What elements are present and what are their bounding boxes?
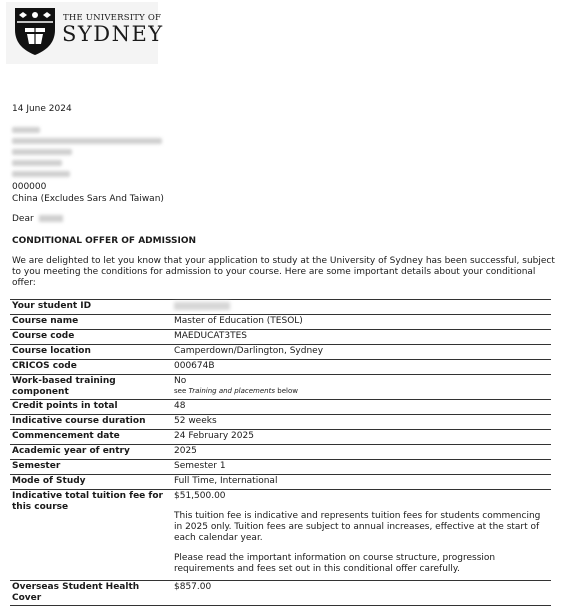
mode-of-study-label: Mode of Study <box>10 475 171 490</box>
address-postcode: 000000 <box>12 182 47 192</box>
academic-year-label: Academic year of entry <box>10 445 171 460</box>
mode-of-study-value: Full Time, International <box>171 475 551 490</box>
student-id-label: Your student ID <box>10 300 171 315</box>
table-row <box>10 300 551 315</box>
table-row <box>10 430 551 445</box>
tuition-fee-cell <box>171 490 551 581</box>
course-code-value: MAEDUCAT3TES <box>171 330 551 345</box>
tuition-fee-value: $51,500.00 <box>174 491 226 501</box>
salutation-text: Dear <box>12 214 34 224</box>
cricos-code-label: CRICOS code <box>10 360 171 375</box>
salutation <box>12 214 63 225</box>
course-name-label: Course name <box>10 315 171 330</box>
course-location-label: Course location <box>10 345 171 360</box>
redacted-address <box>12 124 162 177</box>
work-based-training-note: see Training and placements below <box>174 387 298 395</box>
tuition-fee-label: Indicative total tuition fee for this course <box>10 490 171 581</box>
offer-heading: CONDITIONAL OFFER OF ADMISSION <box>12 236 197 246</box>
intro-paragraph: We are delighted to let you know that your application to study at the University of Sydney has been successful, subject to you meeting the conditions for admission to your course. Here are some important details about your conditional offer: <box>12 256 555 288</box>
table-row <box>10 400 551 415</box>
work-based-training-value <box>171 375 551 400</box>
course-duration-value: 52 weeks <box>171 415 551 430</box>
address-country: China (Excludes Sars And Taiwan) <box>12 194 164 204</box>
university-logo <box>6 2 164 64</box>
table-row <box>10 490 551 581</box>
student-id-value <box>171 300 551 315</box>
redacted-name <box>39 215 63 222</box>
course-name-value: Master of Education (TESOL) <box>171 315 551 330</box>
tuition-fee-advice: Please read the important information on course structure, progression requirements and fees set out in this conditional offer carefully. <box>174 553 496 574</box>
tuition-fee-note: This tuition fee is indicative and represents tuition fees for students commencing in 2025 only. Tuition fees are subject to annual increases, effective at the start of each calendar year. <box>174 511 541 543</box>
table-row <box>10 345 551 360</box>
semester-value: Semester 1 <box>171 460 551 475</box>
oshc-value: $857.00 <box>171 581 551 606</box>
work-based-training-label: Work-based training component <box>10 375 171 400</box>
table-row <box>10 460 551 475</box>
course-code-label: Course code <box>10 330 171 345</box>
logo-sydney-text: SYDNEY <box>62 22 164 46</box>
table-row <box>10 581 551 606</box>
logo-university-of-text: THE UNIVERSITY OF <box>63 13 162 23</box>
table-row <box>10 415 551 430</box>
credit-points-label: Credit points in total <box>10 400 171 415</box>
course-duration-label: Indicative course duration <box>10 415 171 430</box>
table-row <box>10 330 551 345</box>
work-based-training-answer: No <box>174 376 187 386</box>
table-row <box>10 375 551 400</box>
offer-details-table <box>10 299 551 606</box>
table-row <box>10 445 551 460</box>
commencement-date-label: Commencement date <box>10 430 171 445</box>
table-row <box>10 360 551 375</box>
academic-year-value: 2025 <box>171 445 551 460</box>
university-crest-icon <box>13 6 57 56</box>
letter-date: 14 June 2024 <box>12 104 72 114</box>
cricos-code-value: 000674B <box>171 360 551 375</box>
oshc-label: Overseas Student Health Cover <box>10 581 171 606</box>
table-row <box>10 315 551 330</box>
table-row <box>10 475 551 490</box>
credit-points-value: 48 <box>171 400 551 415</box>
semester-label: Semester <box>10 460 171 475</box>
commencement-date-value: 24 February 2025 <box>171 430 551 445</box>
redacted-student-id <box>174 302 230 310</box>
course-location-value: Camperdown/Darlington, Sydney <box>171 345 551 360</box>
